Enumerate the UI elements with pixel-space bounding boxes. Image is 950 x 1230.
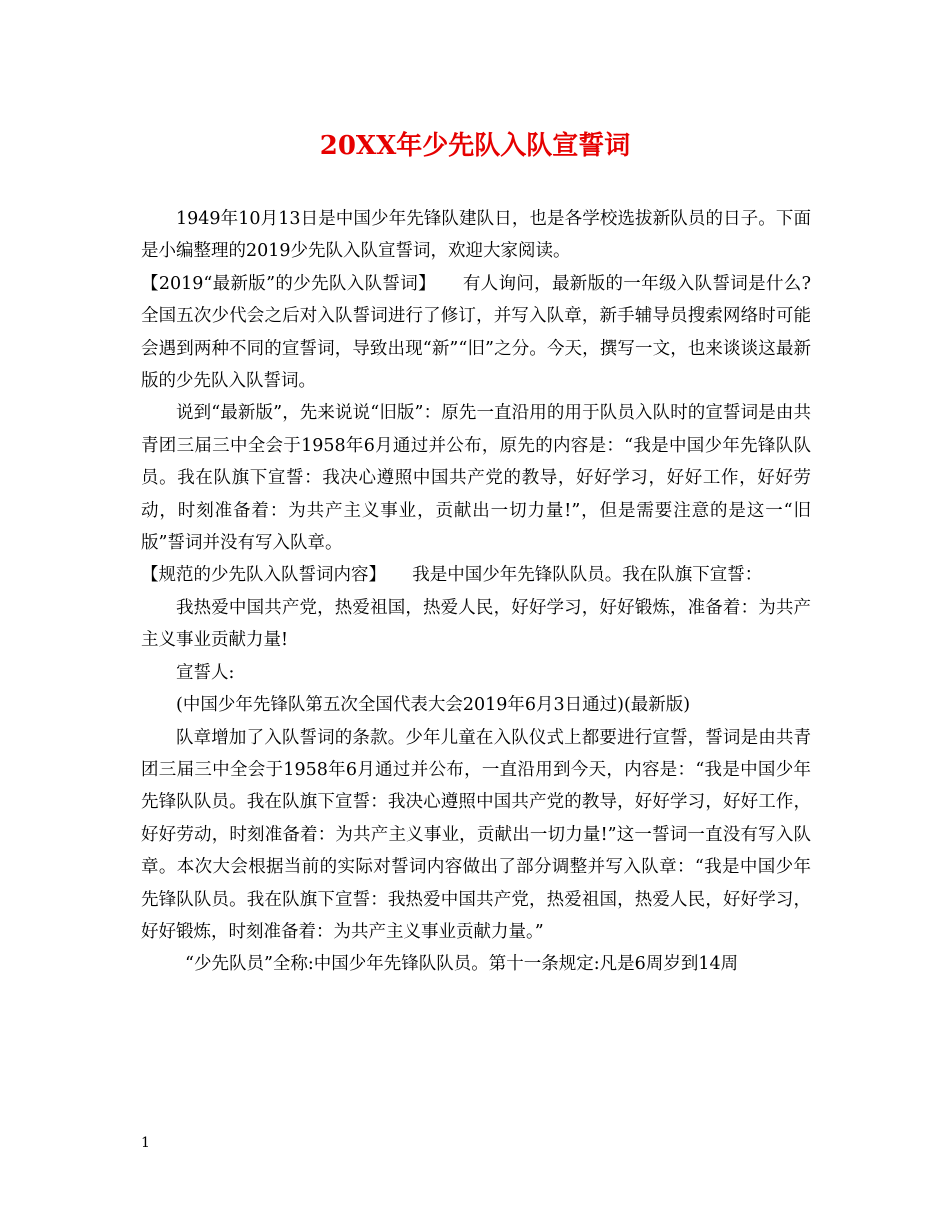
paragraph-oath-source: (中国少年先锋队第五次全国代表大会2019年6月3日通过)(最新版) (176, 695, 691, 716)
document-body (141, 203, 811, 981)
page-number: 1 (141, 1135, 150, 1151)
document-title: 20XX年少先队入队宣誓词 (319, 131, 631, 161)
paragraph-intro: 1949年10月13日是中国少年先锋队建队日，也是各学校选拔新队员的日子。下面是小编整理的2019少先队入队宣誓词，欢迎大家阅读。 (141, 209, 811, 262)
paragraph-standard-oath-heading: 【规范的少先队入队誓词内容】 我是中国少年先锋队队员。我在队旗下宣誓： (141, 565, 763, 586)
paragraph-member-definition: “少先队员”全称:中国少年先锋队队员。第十一条规定:凡是6周岁到14周 (185, 954, 739, 975)
paragraph-oath-text: 我热爱中国共产党，热爱祖国，热爱人民，好好学习，好好锻炼，准备着：为共产主义事业贡献力量! (141, 597, 811, 651)
paragraph-charter-update: 队章增加了入队誓词的条款。少年儿童在入队仪式上都要进行宣誓，誓词是由共青团三届三中全会于1958年6月通过并公布，一直沿用到今天，内容是：“我是中国少年先锋队队员。我在队旗下宣誓：我决心遵照中国共产党的教导，好好学习，好好工作，好好劳动，时刻准备着：为共产主义事业，贡献出一切力量!”这一誓词一直没有写入队章。本次大会根据当前的实际对誓词内容做出了部分调整并写入队章：“我是中国少年先锋队队员。我在队旗下宣誓：我热爱中国共产党，热爱祖国，热爱人民，好好学习，好好锻炼，时刻准备着：为共产主义事业贡献力量。” (141, 727, 811, 942)
paragraph-latest-version: 【2019“最新版”的少先队入队誓词】 有人询问，最新版的一年级入队誓词是什么?全国五次少代会之后对入队誓词进行了修订，并写入队章，新手辅导员搜索网络时可能会遇到两种不同的宣誓词，导致出现“新”“旧”之分。今天，撰写一文，也来谈谈这最新版的少先队入队誓词。 (141, 273, 811, 392)
paragraph-oath-taker: 宣誓人: (176, 662, 235, 683)
paragraph-old-version: 说到“最新版”，先来说说“旧版”：原先一直沿用的用于队员入队时的宣誓词是由共青团三届三中全会于1958年6月通过并公布，原先的内容是：“我是中国少年先锋队队员。我在队旗下宣誓：我决心遵照中国共产党的教导，好好学习，好好工作，好好劳动，时刻准备着：为共产主义事业，贡献出一切力量!”，但是需要注意的是这一“旧版”誓词并没有写入队章。 (141, 403, 811, 554)
